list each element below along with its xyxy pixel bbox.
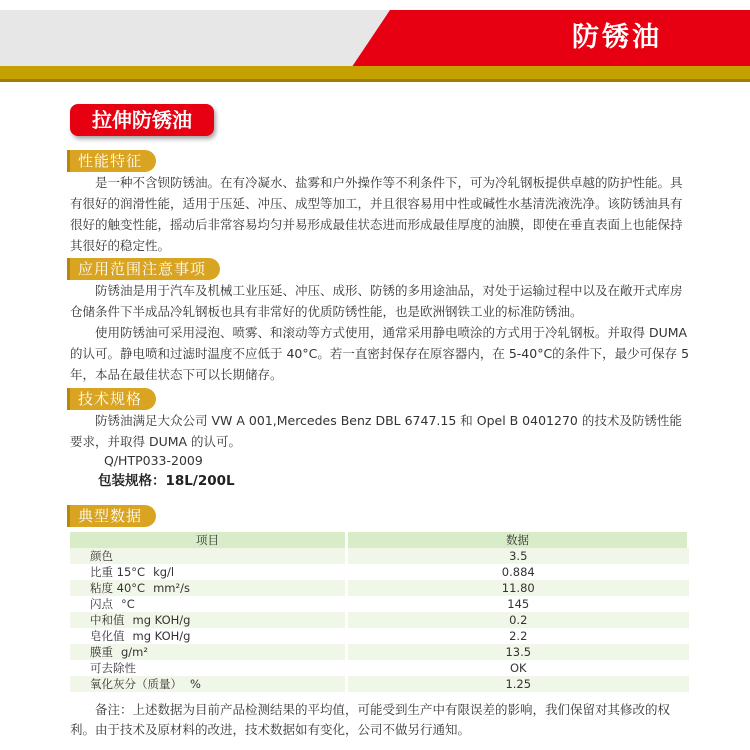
row-item-unit: mg KOH/g [132,613,191,627]
specs-standard: Q/HTP033-2009 [104,453,203,468]
row-item-unit: g/m² [121,645,148,659]
header-title: 防锈油 [572,22,662,53]
section-label-features: 性能特征 [70,150,156,172]
row-value: 2.2 [347,628,689,644]
section-label-specs: 技术规格 [70,388,156,410]
row-item-name: 中和值 [90,613,125,627]
table-body [70,548,689,692]
row-item-cell [70,660,347,676]
specs-text: 防锈油满足大众公司 VW A 001,Mercedes Benz DBL 6747.15 和 Opel B 0401270 的技术及防锈性能要求，并取得 DUMA 的认可。 [70,413,682,449]
typical-data-table [70,532,690,692]
table-row [70,660,689,676]
application-paragraph-2: 使用防锈油可采用浸泡、喷雾、和滚动等方式使用，通常采用静电喷涂的方式用于冷轧钢板。并取得 DUMA 的认可。静电喷和过滤时温度不应低于 40°C。若一直密封保存在原容器内，在 5-40°C的条件下，最少可保存 5 年，本品在最佳状态下可以长期储存。 [70,325,690,382]
row-item-unit: % [190,677,201,691]
column-header-item: 项目 [70,532,347,548]
row-item-cell [70,612,347,628]
row-item-name: 比重 15°C [90,565,146,579]
header-gold-stripe-shadow [0,79,750,82]
row-value: 0.2 [347,612,689,628]
row-value: 1.25 [347,676,689,692]
table-row [70,676,689,692]
row-item-name: 皂化值 [90,629,125,643]
table-row [70,580,689,596]
row-item-name: 闪点 [90,597,113,611]
row-item-unit: mg KOH/g [132,629,191,643]
row-value: 145 [347,596,689,612]
table-row [70,612,689,628]
row-item-name: 粘度 40°C [90,581,146,595]
row-item-cell [70,644,347,660]
row-item-cell [70,548,347,564]
row-item-name: 颜色 [90,549,113,563]
header-gold-stripe [0,66,750,79]
row-item-name: 膜重 [90,645,113,659]
row-value: 11.80 [347,580,689,596]
row-item-cell [70,596,347,612]
column-header-value: 数据 [347,532,689,548]
table-header-row [70,532,689,548]
row-value: 0.884 [347,564,689,580]
row-item-cell [70,628,347,644]
table-row [70,596,689,612]
row-value: OK [347,660,689,676]
row-value: 3.5 [347,548,689,564]
row-value: 13.5 [347,644,689,660]
section-label-application: 应用范围注意事项 [70,258,220,280]
row-item-unit: mm²/s [153,581,190,595]
row-item-name: 氧化灰分（质量） [90,677,182,691]
row-item-cell [70,564,347,580]
row-item-unit: kg/l [153,565,175,579]
table-row [70,628,689,644]
section-label-typical-data: 典型数据 [70,505,156,527]
note-text: 备注：上述数据为目前产品检测结果的平均值，可能受到生产中有限误差的影响，我们保留对其修改的权利。由于技术及原材料的改进，技术数据如有变化，公司不做另行通知。 [70,702,671,737]
product-title: 拉伸防锈油 [70,104,214,136]
table-row [70,548,689,564]
row-item-name: 可去除性 [90,661,136,675]
table-row [70,644,689,660]
application-paragraph-1: 防锈油是用于汽车及机械工业压延、冲压、成形、防锈的多用途油品，对处于运输过程中以及在敞开式库房仓储条件下半成品冷轧钢板也具有非常好的优质防锈性能，也是欧洲钢铁工业的标准防锈油。 [70,283,683,319]
features-text: 是一种不含钡防锈油。在有冷凝水、盐雾和户外操作等不利条件下，可为冷轧钢板提供卓越的防护性能。具有很好的润滑性能，适用于压延、冲压、成型等加工，并且很容易用中性或碱性水基清洗液洗净。该防锈油具有很好的触变性能，摇动后非常容易均匀并易形成最佳状态进而形成最佳厚度的油膜，即使在垂直表面上也能保持其很好的稳定性。 [70,175,683,253]
row-item-cell [70,676,347,692]
row-item-unit: °C [121,597,135,611]
specs-packaging: 包装规格：18L/200L [98,473,235,489]
table-row [70,564,689,580]
row-item-cell [70,580,347,596]
